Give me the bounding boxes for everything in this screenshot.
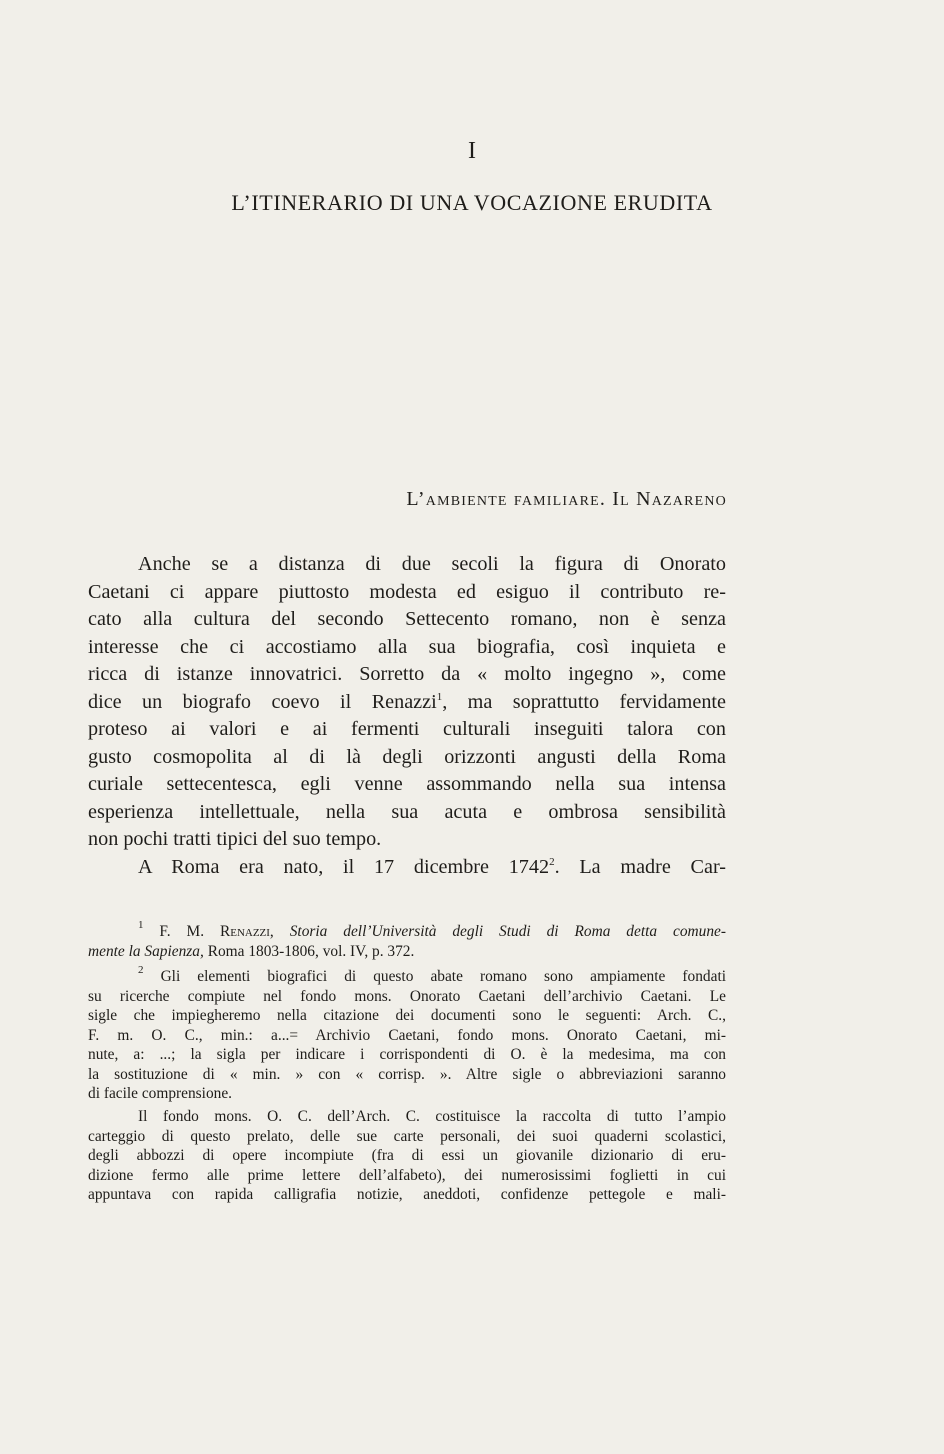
footnote-rest: Roma 1803-1806, vol. IV, p. 372.: [207, 942, 415, 960]
body-text: [88, 551, 726, 881]
footnote-line: Il fondo mons. O. C. dell’Arch. C. costituisce la raccolta di tutto l’ampio: [138, 1108, 726, 1125]
footnote-author: F. M. Renazzi,: [159, 923, 274, 940]
footnote-mark: 2: [549, 855, 555, 868]
footnote-line: [88, 942, 726, 962]
body-line: Anche se a distanza di due secoli la figura di Onorato: [138, 553, 726, 575]
footnote-number: 1: [138, 919, 144, 931]
footnote-text: Gli elementi biografici di questo abate romano sono ampiamente fondati: [160, 968, 726, 985]
section-title: L’ambiente familiare. Il Nazareno: [406, 488, 727, 510]
footnote-mark: 1: [436, 690, 443, 703]
body-line-part: , ma soprattutto fervidamente: [442, 690, 726, 713]
body-line: [88, 689, 726, 717]
footnote-line: [88, 964, 726, 987]
footnote-title: mente la Sapienza,: [88, 942, 204, 960]
footnote-2: [88, 964, 726, 1104]
footnote-title: Storia dell’Università degli Studi di Roma detta comune-: [289, 923, 726, 940]
body-line: gusto cosmopolita al di là degli orizzonti angusti della Roma: [88, 745, 726, 768]
footnote-line: [88, 919, 726, 942]
footnote-2-continued: [88, 1107, 726, 1205]
body-line: curiale settecentesca, egli venne assommando nella sua intensa: [88, 773, 726, 795]
footnote-line: su ricerche compiute nel fondo mons. Onorato Caetani dell’archivio Caetani. Le: [88, 987, 726, 1005]
body-line: proteso ai valori e ai fermenti culturali inseguiti talora con: [88, 718, 726, 740]
footnote-line: F. m. O. C., min.: a...= Archivio Caetani, fondo mons. Onorato Caetani, mi-: [88, 1026, 726, 1044]
body-line-part: dice un biografo coevo il Renazzi: [88, 690, 437, 713]
body-line-part: A Roma era nato, il 17 dicembre 1742: [138, 855, 550, 878]
body-line: interesse che ci accostiamo alla sua biografia, così inquieta e: [88, 635, 726, 658]
footnote-line: di facile comprensione.: [88, 1085, 233, 1102]
footnote-line: dizione fermo alle prime lettere dell’alfabeto), dei numerosissimi foglietti in cui: [88, 1166, 726, 1184]
footnote-line: la sostituzione di « min. » con « corrisp. ». Altre sigle o abbreviazioni saranno: [88, 1065, 726, 1083]
footnote-line: sigle che impiegheremo nella citazione dei documenti sono le seguenti: Arch. C.,: [88, 1007, 726, 1024]
chapter-title: L’ITINERARIO DI UNA VOCAZIONE ERUDITA: [231, 190, 713, 215]
footnote-line: degli abbozzi di opere incompiute (fra di essi un giovanile dizionario di eru-: [88, 1147, 726, 1164]
footnote-line: nute, a: ...; la sigla per indicare i corrispondenti di O. è la medesima, ma con: [88, 1046, 726, 1063]
footnote-1: [88, 919, 726, 961]
body-line: esperienza intellettuale, nella sua acuta e ombrosa sensibilità: [88, 800, 726, 823]
footnote-line: appuntava con rapida calligrafia notizie, aneddoti, confidenze pettegole e mali-: [88, 1186, 726, 1203]
body-line-part: . La madre Car-: [554, 855, 726, 878]
body-line: Caetani ci appare piuttosto modesta ed esiguo il contributo re-: [88, 580, 726, 603]
body-line: cato alla cultura del secondo Settecento romano, non è senza: [88, 608, 726, 630]
body-line: ricca di istanze innovatrici. Sorretto da « molto ingegno », come: [88, 663, 726, 685]
body-line: [88, 854, 726, 882]
body-line: non pochi tratti tipici del suo tempo.: [88, 828, 382, 850]
footnote-number: 2: [138, 964, 144, 976]
footnote-line: carteggio di questo prelato, delle sue carte personali, dei suoi quaderni scolastici,: [88, 1127, 726, 1145]
chapter-number: I: [468, 138, 476, 164]
